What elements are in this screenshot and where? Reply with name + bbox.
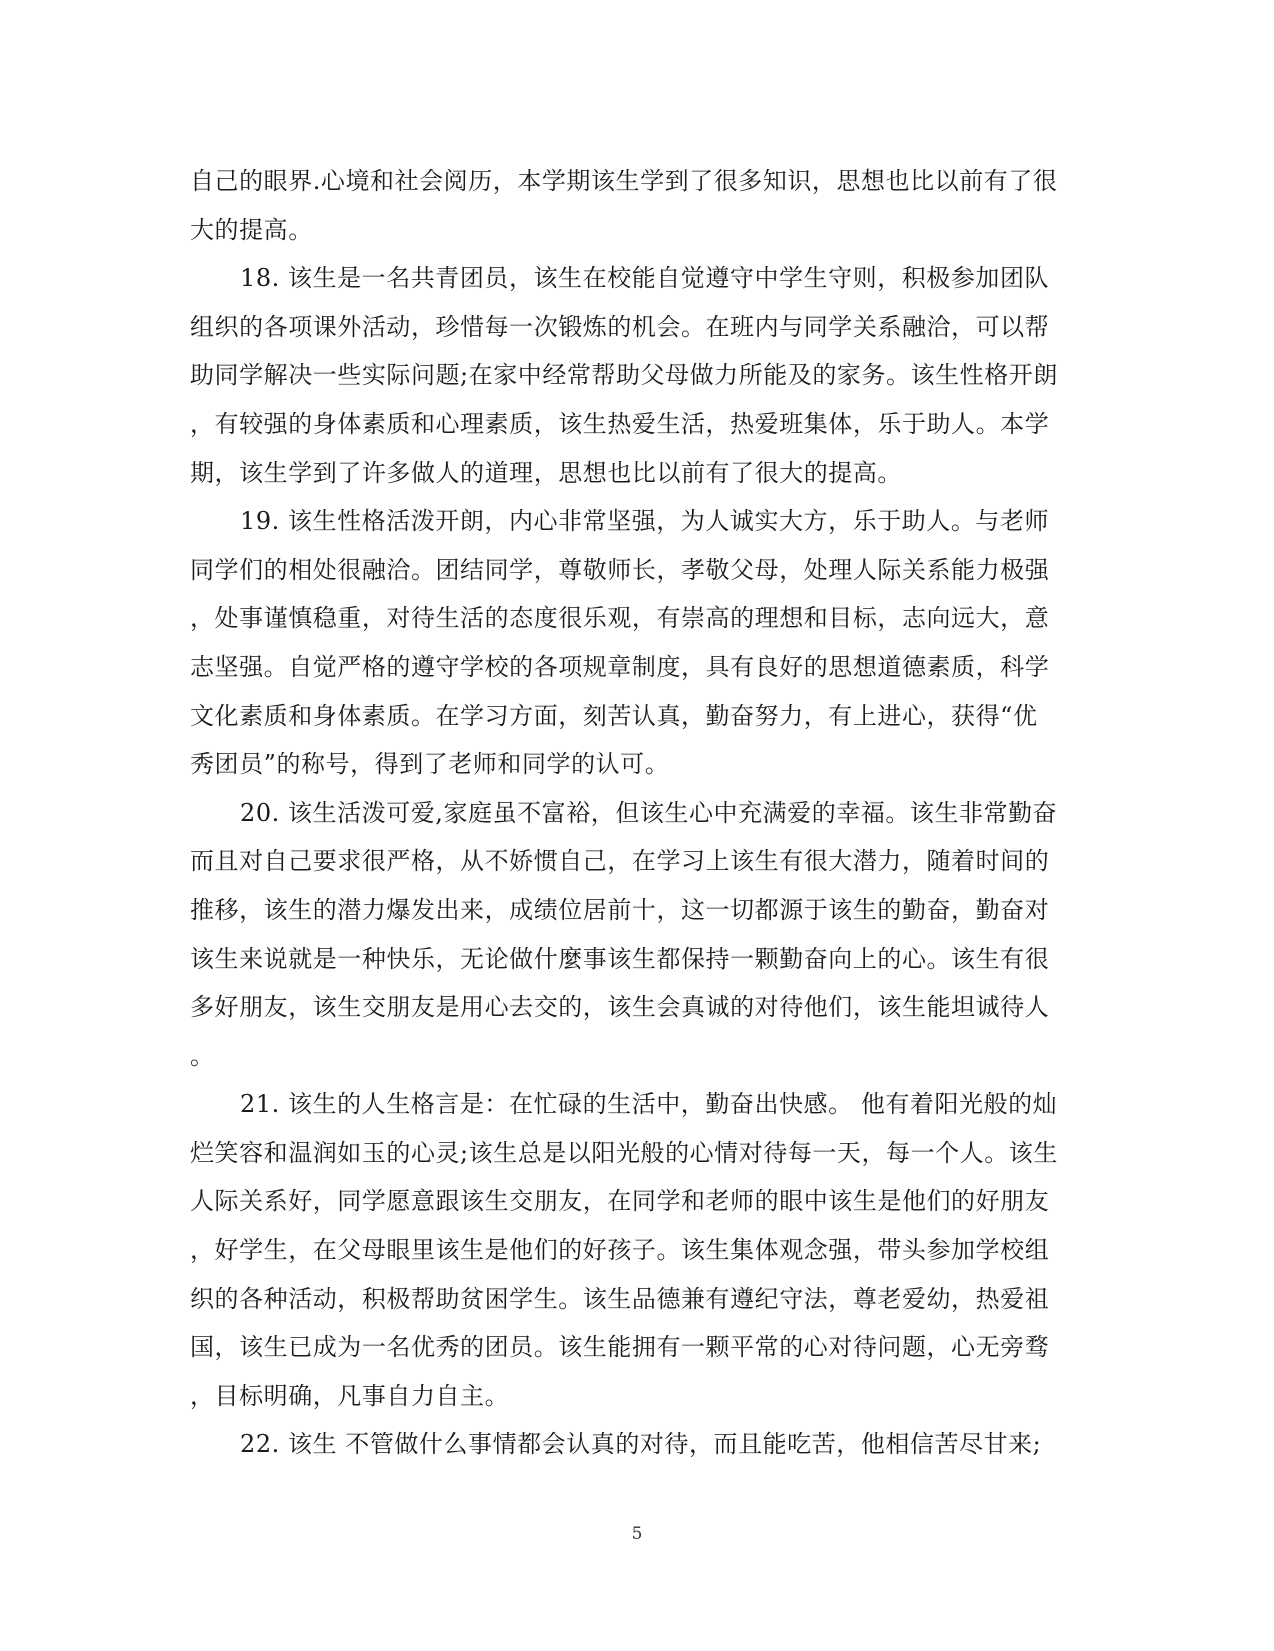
paragraph-19-start: 19. 该生性格活泼开朗，内心非常坚强，为人诚实大方，乐于助人。与老师 <box>240 507 1050 536</box>
text-line: 自己的眼界.心境和社会阅历，本学期该生学到了很多知识，思想也比以前有了很 <box>190 167 1058 195</box>
paragraph-18-start: 18. 该生是一名共青团员，该生在校能自觉遵守中学生守则，积极参加团队 <box>240 264 1050 293</box>
text-line: 文化素质和身体素质。在学习方面，刻苦认真，勤奋努力，有上进心，获得“优 <box>190 701 1038 730</box>
text-line: ，处事谨慎稳重，对待生活的态度很乐观，有崇高的理想和目标，志向远大，意 <box>190 604 1050 633</box>
document-body <box>190 157 1085 1469</box>
text-line: ，目标明确，凡事自力自主。 <box>190 1381 510 1410</box>
text-line: 志坚强。自觉严格的遵守学校的各项规章制度，具有良好的思想道德素质，科学 <box>190 652 1050 681</box>
text-line: 助同学解决一些实际问题;在家中经常帮助父母做力所能及的家务。该生性格开朗 <box>190 361 1058 390</box>
text-line: 秀团员”的称号，得到了老师和同学的认可。 <box>190 750 670 779</box>
paragraph-21-start: 21. 该生的人生格言是：在忙碌的生活中，勤奋出快感。 他有着阳光般的灿 <box>240 1090 1058 1119</box>
text-line: 织的各种活动，积极帮助贫困学生。该生品德兼有遵纪守法，尊老爱幼，热爱祖 <box>190 1284 1050 1313</box>
text-line: ，好学生，在父母眼里该生是他们的好孩子。该生集体观念强，带头参加学校组 <box>190 1236 1050 1265</box>
text-line: ，有较强的身体素质和心理素质，该生热爱生活，热爱班集体，乐于助人。本学 <box>190 409 1050 438</box>
paragraph-20-start: 20. 该生活泼可爱,家庭虽不富裕，但该生心中充满爱的幸福。该生非常勤奋 <box>240 798 1058 827</box>
text-line: 多好朋友，该生交朋友是用心去交的，该生会真诚的对待他们，该生能坦诚待人 <box>190 993 1050 1022</box>
text-line: 人际关系好，同学愿意跟该生交朋友，在同学和老师的眼中该生是他们的好朋友 <box>190 1187 1050 1216</box>
text-line: 国，该生已成为一名优秀的团员。该生能拥有一颗平常的心对待问题，心无旁骛 <box>190 1333 1050 1362</box>
text-line: 而且对自己要求很严格，从不娇惯自己，在学习上该生有很大潜力，随着时间的 <box>190 847 1050 876</box>
text-line: 期，该生学到了许多做人的道理，思想也比以前有了很大的提高。 <box>190 458 902 487</box>
text-line: 。 <box>190 1041 215 1070</box>
paragraph-22-start: 22. 该生 不管做什么事情都会认真的对待，而且能吃苦，他相信苦尽甘来; <box>240 1430 1042 1459</box>
text-line: 该生来说就是一种快乐，无论做什麼事该生都保持一颗勤奋向上的心。该生有很 <box>190 944 1050 973</box>
text-line: 同学们的相处很融洽。团结同学，尊敬师长，孝敬父母，处理人际关系能力极强 <box>190 555 1050 584</box>
page-number: 5 <box>631 1524 643 1544</box>
text-line: 大的提高。 <box>190 215 313 244</box>
text-line: 组织的各项课外活动，珍惜每一次锻炼的机会。在班内与同学关系融洽，可以帮 <box>190 312 1050 341</box>
text-line: 推移，该生的潜力爆发出来，成绩位居前十，这一切都源于该生的勤奋，勤奋对 <box>190 895 1050 924</box>
text-line: 烂笑容和温润如玉的心灵;该生总是以阳光般的心情对待每一天，每一个人。该生 <box>190 1138 1058 1167</box>
